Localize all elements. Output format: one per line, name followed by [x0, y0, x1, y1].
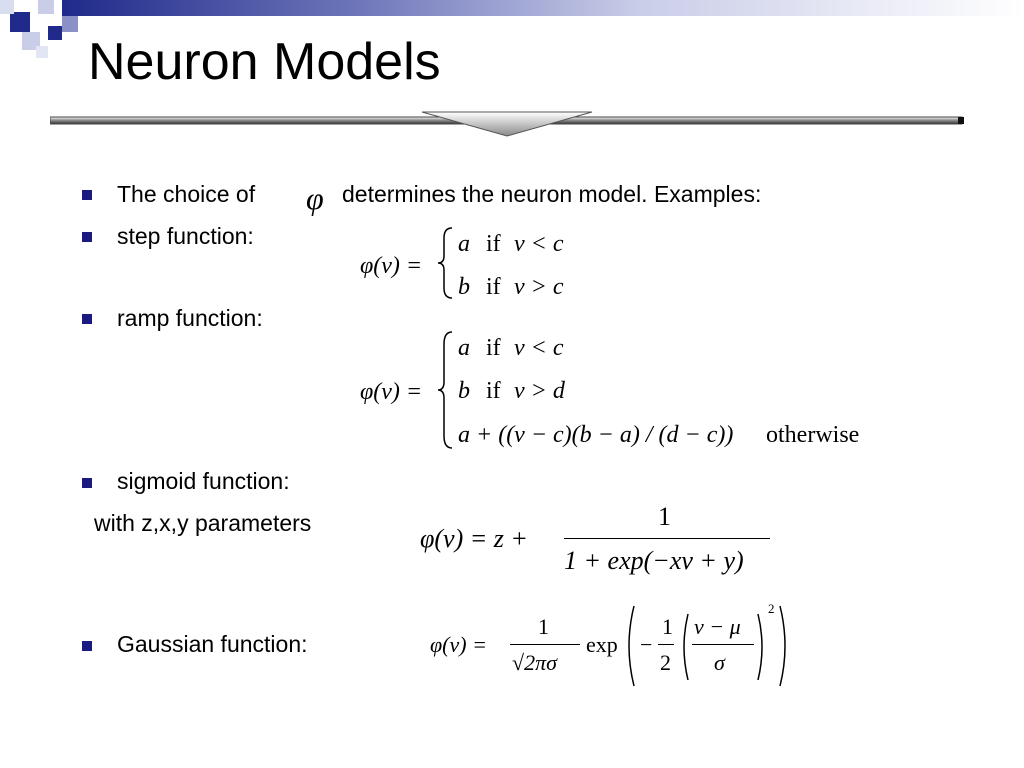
header-deco-square [0, 0, 14, 14]
gaussian-numerator: 1 [538, 614, 549, 639]
bullet-marker [82, 190, 92, 200]
step-lhs: φ(v) = [360, 253, 423, 279]
gaussian-half-numerator: 1 [662, 614, 673, 639]
header-deco-square [10, 12, 30, 32]
gaussian-inner-numerator: v − μ [694, 614, 741, 639]
step-equation [360, 226, 620, 302]
step-case2-value: b [458, 274, 470, 300]
bullet-step-label: step function: [117, 223, 254, 249]
sigmoid-lhs: φ(v) = z + [420, 524, 528, 553]
ramp-brace [436, 330, 454, 450]
ramp-case1-if: if [486, 335, 501, 361]
gaussian-half-bar [658, 644, 674, 645]
gaussian-outer-paren-right [778, 604, 792, 688]
header-deco-square [62, 16, 78, 32]
gaussian-half-denominator: 2 [660, 650, 671, 675]
ramp-case2-value: b [458, 378, 470, 404]
gaussian-inner-denominator: σ [714, 650, 725, 675]
gaussian-outer-paren-left [622, 604, 636, 688]
sigmoid-parameters-note: with z,x,y parameters [94, 510, 312, 536]
sigmoid-fraction-bar [564, 538, 770, 539]
step-case1-value: a [458, 231, 470, 257]
ramp-equation [360, 330, 890, 452]
bullet-marker [82, 232, 92, 242]
step-case2-if: if [486, 274, 501, 300]
gaussian-exponent: 2 [768, 601, 775, 616]
phi-symbol: φ [306, 180, 324, 216]
gaussian-equation [430, 600, 800, 692]
bullet-ramp-label: ramp function: [117, 305, 263, 331]
bullet-choice-text-cont: determines the neuron model. Examples: [342, 181, 762, 207]
step-brace [436, 226, 454, 300]
bullet-marker [82, 641, 92, 651]
ramp-case2-condition: v > d [514, 378, 565, 404]
ramp-case3-otherwise: otherwise [766, 422, 860, 448]
bullet-choice-text: The choice of [117, 181, 256, 207]
gaussian-inner-paren-right [756, 612, 768, 682]
header-deco-square [48, 26, 62, 40]
sigmoid-numerator: 1 [658, 502, 671, 531]
header-gradient-bar [62, 0, 1024, 16]
bullet-marker [82, 314, 92, 324]
gaussian-lhs: φ(v) = [430, 632, 487, 657]
ramp-case1-condition: v < c [514, 335, 564, 361]
step-case1-if: if [486, 231, 501, 257]
gaussian-exp: exp [586, 632, 618, 657]
slide-title: Neuron Models [88, 33, 441, 91]
sigmoid-equation [420, 502, 790, 582]
sigmoid-denominator: 1 + exp(−xv + y) [564, 546, 744, 575]
header-deco-square [36, 46, 48, 58]
gaussian-fraction-bar [510, 644, 580, 645]
gaussian-denominator: √2πσ [512, 650, 557, 675]
step-case1-condition: v < c [514, 231, 564, 257]
bullet-sigmoid-label: sigmoid function: [117, 468, 290, 494]
bullet-marker [82, 478, 92, 488]
step-case2-condition: v > c [514, 274, 564, 300]
ramp-lhs: φ(v) = [360, 379, 423, 405]
ramp-case2-if: if [486, 378, 501, 404]
gaussian-inner-paren-left [678, 612, 690, 682]
bullet-gaussian-label: Gaussian function: [117, 631, 308, 657]
title-divider [50, 108, 966, 138]
ramp-case3-expression: a + ((v − c)(b − a) / (d − c)) [458, 422, 734, 448]
gaussian-inner-bar [692, 644, 754, 645]
header-deco-square [38, 0, 54, 14]
gaussian-minus: − [640, 632, 653, 657]
ramp-case1-value: a [458, 335, 470, 361]
